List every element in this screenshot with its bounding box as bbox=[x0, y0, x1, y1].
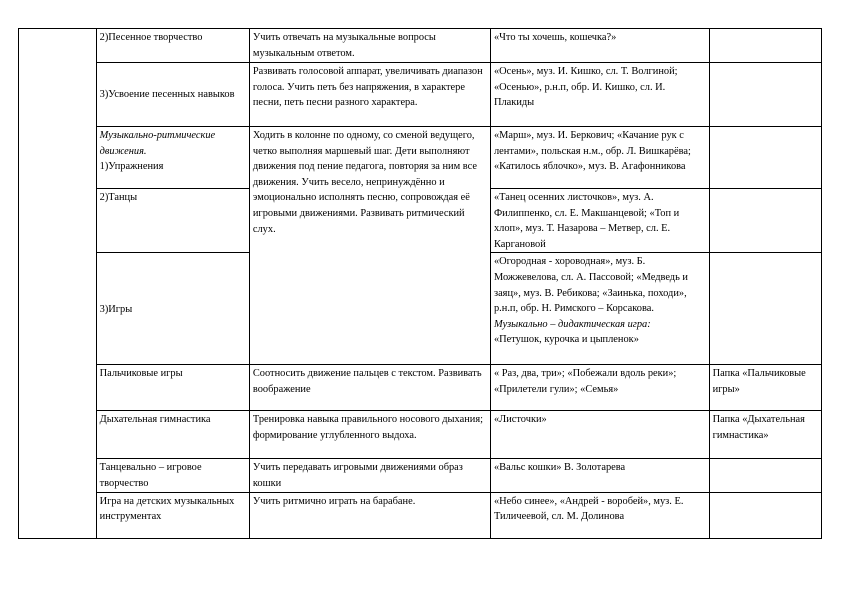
table-row bbox=[19, 459, 822, 492]
activity-cell: Пальчиковые игры bbox=[96, 365, 249, 411]
repertoire-cell: «Марш», муз. И. Беркович; «Качание рук с лентами», польская н.м., обр. Л. Вишкарёва; «Катилось яблочко», муз. В. Агафонникова bbox=[490, 127, 709, 189]
repertoire-cell: «Небо синее», «Андрей - воробей», муз. Е. Тиличеевой, сл. М. Долинова bbox=[490, 492, 709, 538]
table-row bbox=[19, 29, 822, 63]
repertoire-cell: « Раз, два, три»; «Побежали вдоль реки»; «Прилетели гули»; «Семья» bbox=[490, 365, 709, 411]
materials-cell: Папка «Дыхательная гимнастика» bbox=[709, 411, 821, 459]
didactic-label: Музыкально – дидактическая игра: bbox=[493, 318, 651, 330]
materials-cell bbox=[709, 459, 821, 492]
repertoire-cell: «Танец осенних листочков», муз. А. Филиппенко, сл. Е. Макшанцевой; «Топ и хлоп», муз. Т. Назарова – Метвер, сл. Е. Каргановой bbox=[490, 189, 709, 253]
materials-cell bbox=[709, 253, 821, 365]
materials-cell: Папка «Пальчиковые игры» bbox=[709, 365, 821, 411]
materials-cell bbox=[709, 189, 821, 253]
repertoire-cell: «Вальс кошки» В. Золотарева bbox=[490, 459, 709, 492]
program-table bbox=[18, 28, 822, 539]
table-row bbox=[19, 63, 822, 127]
materials-cell bbox=[709, 29, 821, 63]
table-row bbox=[19, 365, 822, 411]
materials-cell bbox=[709, 492, 821, 538]
goal-cell: Учить ритмично играть на барабане. bbox=[249, 492, 490, 538]
table-row bbox=[19, 411, 822, 459]
activity-cell bbox=[96, 127, 249, 189]
table-row bbox=[19, 492, 822, 538]
goal-cell: Соотносить движение пальцев с текстом. Развивать воображение bbox=[249, 365, 490, 411]
goal-cell: Учить отвечать на музыкальные вопросы музыкальным ответом. bbox=[249, 29, 490, 63]
repertoire-cell bbox=[490, 253, 709, 365]
goal-cell: Развивать голосовой аппарат, увеличивать диапазон голоса. Учить петь без напряжения, в характере песни, петь песни разного характера. bbox=[249, 63, 490, 127]
materials-cell bbox=[709, 127, 821, 189]
goal-cell: Учить передавать игровыми движениями образ кошки bbox=[249, 459, 490, 492]
period-cell bbox=[19, 29, 97, 539]
activity-cell: Танцевально – игровое творчество bbox=[96, 459, 249, 492]
exercises-label: 1)Упражнения bbox=[99, 161, 164, 173]
rhythmic-heading: Музыкально-ритмические движения. bbox=[99, 130, 216, 157]
didactic-title: «Петушок, курочка и цыпленок» bbox=[493, 334, 639, 346]
activity-cell: 2)Танцы bbox=[96, 189, 249, 253]
repertoire-cell: «Что ты хочешь, кошечка?» bbox=[490, 29, 709, 63]
repertoire-cell: «Листочки» bbox=[490, 411, 709, 459]
activity-cell: 3)Игры bbox=[96, 253, 249, 365]
goal-cell: Тренировка навыка правильного носового дыхания; формирование углубленного выдоха. bbox=[249, 411, 490, 459]
games-repertoire: «Огородная - хороводная», муз. Б. Можжевелова, сл. А. Пассовой; «Медведь и заяц», муз. В. Ребикова; «Заинька, походи», р.н.п, обр. Н. Римского – Корсакова. bbox=[493, 256, 688, 315]
activity-cell: Игра на детских музыкальных инструментах bbox=[96, 492, 249, 538]
repertoire-cell: «Осень», муз. И. Кишко, сл. Т. Волгиной; «Осенью», р.н.п, обр. И. Кишко, сл. И. Плакиды bbox=[490, 63, 709, 127]
table-row bbox=[19, 127, 822, 189]
materials-cell bbox=[709, 63, 821, 127]
activity-cell: 3)Усвоение песенных навыков bbox=[96, 63, 249, 127]
activity-cell: 2)Песенное творчество bbox=[96, 29, 249, 63]
goal-cell: Ходить в колонне по одному, со сменой ведущего, четко выполняя маршевый шаг. Дети выполняют движения под пение педагога, повторяя за ним все движения. Учить весело, непринуждённо и эмоционально исполнять песню, сопровождая её игровыми движениями. Развивать ритмический слух. bbox=[249, 127, 490, 365]
activity-cell: Дыхательная гимнастика bbox=[96, 411, 249, 459]
